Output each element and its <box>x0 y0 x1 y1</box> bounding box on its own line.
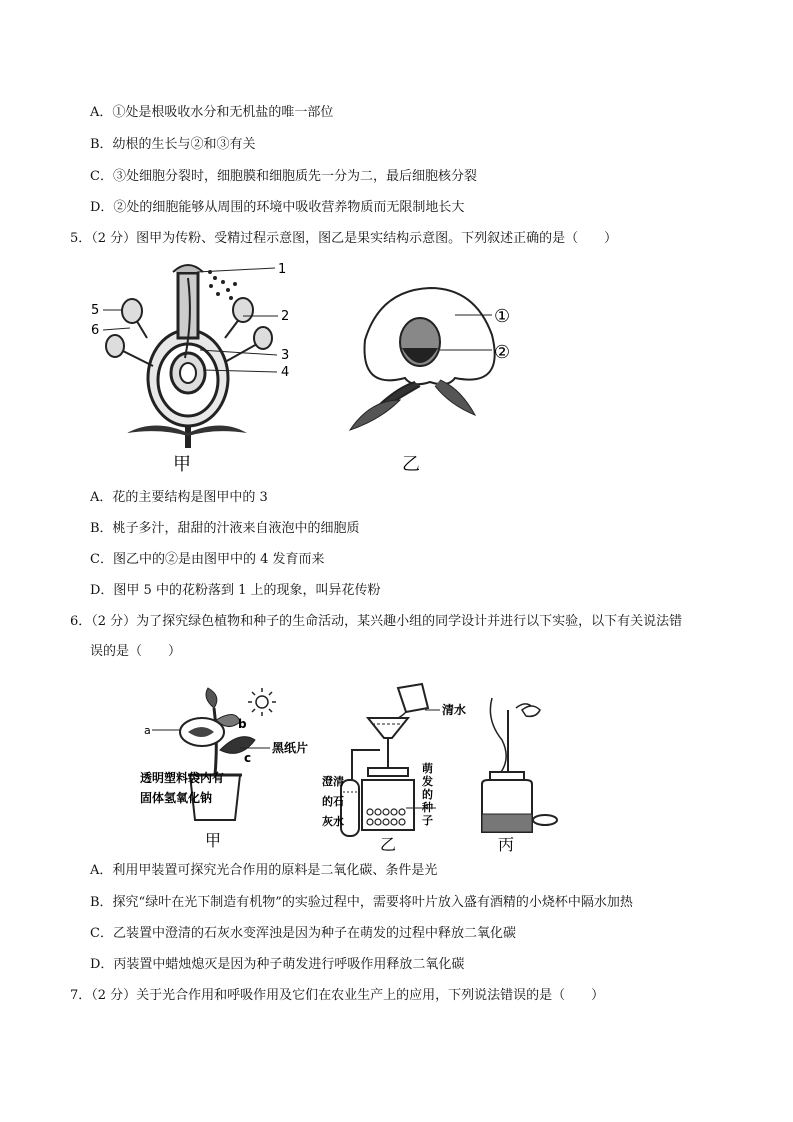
label-3: 3 <box>281 348 290 363</box>
seed-label-4: 种 <box>422 801 433 814</box>
flower-pollination-diagram <box>85 258 305 478</box>
experiment-devices-diagram <box>140 680 580 855</box>
q5-option-d: D．图甲 5 中的花粉落到 1 上的现象，叫异花传粉 <box>90 583 381 598</box>
q4-option-a: A．①处是根吸收水分和无机盐的唯一部位 <box>90 105 334 120</box>
q5-stem: 5．（2 分）图甲为传粉、受精过程示意图，图乙是果实结构示意图。下列叙述正确的是（ ） <box>70 231 618 246</box>
q4-option-b: B．幼根的生长与②和③有关 <box>90 137 256 152</box>
seed-label-5: 子 <box>422 814 433 827</box>
lime-label-3: 灰水 <box>322 815 344 828</box>
caption-yi-6: 乙 <box>380 835 397 854</box>
label-2: 2 <box>281 309 290 324</box>
q6-stem-line2: 误的是（ ） <box>90 644 182 659</box>
q4-option-c: C．③处细胞分裂时，细胞膜和细胞质先一分为二，最后细胞核分裂 <box>90 169 477 184</box>
caption-yi: 乙 <box>402 454 420 475</box>
label-c: c <box>244 751 252 765</box>
bag-label-1: 透明塑料袋内有 <box>140 771 225 785</box>
lime-label-2: 的石 <box>322 795 344 808</box>
q6-option-c: C．乙装置中澄清的石灰水变浑浊是因为种子在萌发的过程中释放二氧化碳 <box>90 926 516 941</box>
label-a: a <box>144 724 151 737</box>
q6-option-b: B．探究“绿叶在光下制造有机物”的实验过程中，需要将叶片放入盛有酒精的小烧杯中隔水加热 <box>90 895 633 910</box>
q7-stem: 7．（2 分）关于光合作用和呼吸作用及它们在农业生产上的应用，下列说法错误的是（ ） <box>70 988 605 1003</box>
q5-option-b: B．桃子多汁，甜甜的汁液来自液泡中的细胞质 <box>90 521 360 536</box>
water-label: 清水 <box>442 703 467 717</box>
label-6: 6 <box>91 323 100 338</box>
caption-bing-6: 丙 <box>498 835 515 854</box>
black-paper-label: 黑纸片 <box>272 741 309 755</box>
caption-jia: 甲 <box>173 454 191 475</box>
hand-icon <box>522 706 540 716</box>
seed-label-2: 发 <box>422 775 433 788</box>
lime-label-1: 澄清 <box>322 775 344 788</box>
seed-label-1: 萌 <box>422 762 433 775</box>
sun-icon <box>248 688 276 716</box>
q5-option-a: A．花的主要结构是图甲中的 3 <box>90 490 268 505</box>
q5-option-c: C．图乙中的②是由图甲中的 4 发育而来 <box>90 552 325 567</box>
label-1: 1 <box>278 262 287 277</box>
q6-stem-line1: 6．（2 分）为了探究绿色植物和种子的生命活动，某兴趣小组的同学设计并进行以下实验，以下有关说法错 <box>70 614 683 629</box>
label-circle-2: ② <box>494 342 511 363</box>
q6-option-a: A．利用甲装置可探究光合作用的原料是二氧化碳、条件是光 <box>90 863 438 878</box>
caption-jia-6: 甲 <box>205 831 222 850</box>
label-circle-1: ① <box>494 306 511 327</box>
label-b: b <box>238 717 247 731</box>
seed-label-3: 的 <box>422 788 433 801</box>
label-5: 5 <box>91 303 100 318</box>
bag-label-2: 固体氢氧化钠 <box>140 791 213 805</box>
q4-option-d: D．②处的细胞能够从周围的环境中吸收营养物质而无限制地长大 <box>90 200 465 215</box>
label-4: 4 <box>281 365 290 380</box>
fruit-structure-diagram <box>330 270 550 480</box>
q6-option-d: D．丙装置中蜡烛熄灭是因为种子萌发进行呼吸作用释放二氧化碳 <box>90 957 465 972</box>
